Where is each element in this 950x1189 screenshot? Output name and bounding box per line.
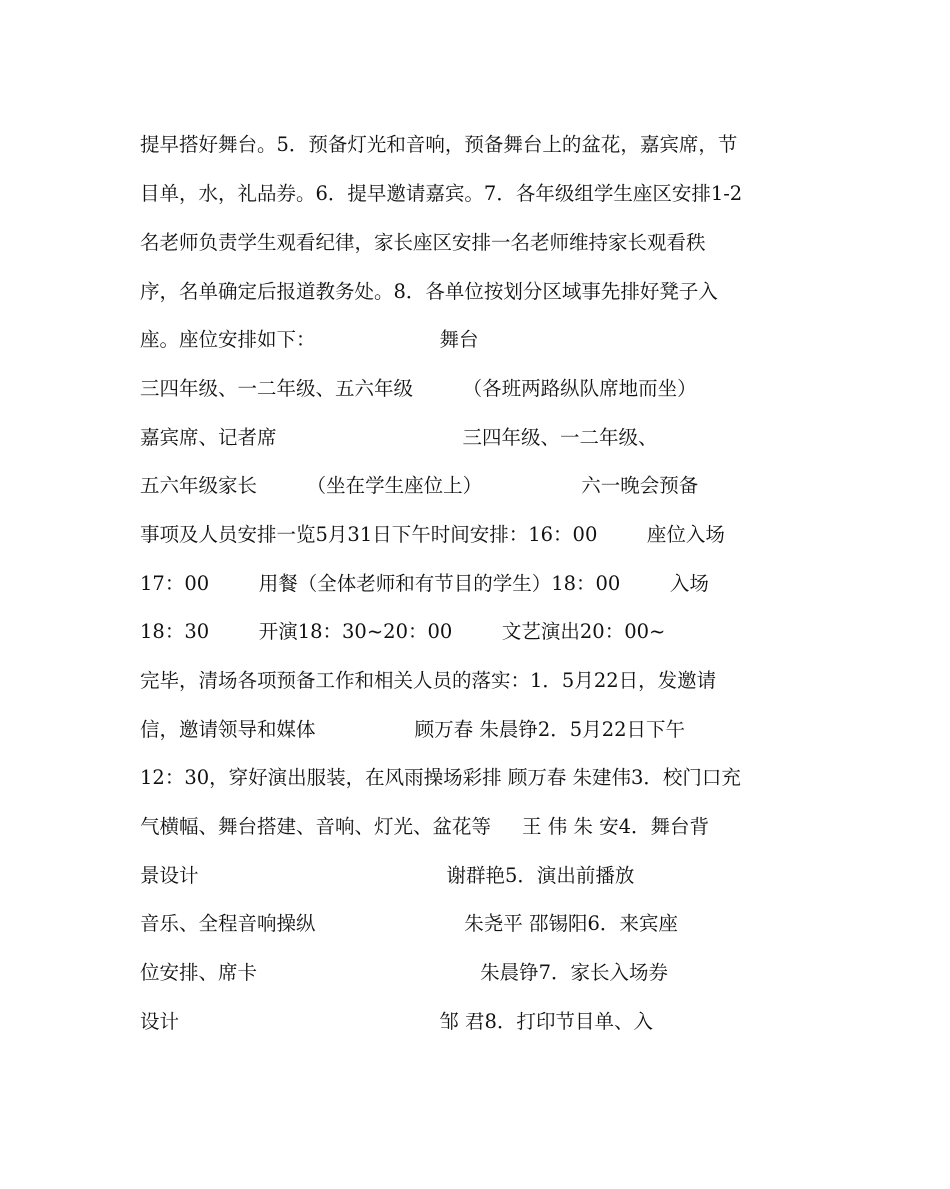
text-line: 嘉宾席、记者席 三四年级、一二年级、 (140, 426, 658, 449)
text-line: 提早搭好舞台。5．预备灯光和音响，预备舞台上的盆花，嘉宾席，节 (140, 133, 738, 156)
text-line: 18：30 开演18：30~20：00 文艺演出20：00~ (140, 620, 666, 643)
text-line: 景设计 谢群艳5．演出前播放 (140, 864, 635, 887)
text-line: 目单，水，礼品券。6．提早邀请嘉宾。7．各年级组学生座区安排1-2 (140, 182, 743, 205)
text-line: 17：00 用餐（全体老师和有节目的学生）18：00 入场 (140, 572, 709, 595)
text-line: 名老师负责学生观看纪律，家长座区安排一名老师维持家长观看秩 (140, 231, 706, 254)
text-line: 音乐、全程音响操纵 朱尧平 邵锡阳6．来宾座 (140, 912, 678, 935)
text-line: 位安排、席卡 朱晨铮7．家长入场券 (140, 961, 669, 984)
text-line: 12：30，穿好演出服装，在风雨操场彩排 顾万春 朱建伟3．校门口充 (140, 766, 741, 789)
text-line: 完毕，清场各项预备工作和相关人员的落实：1．5月22日，发邀请 (140, 669, 717, 692)
text-line: 事项及人员安排一览5月31日下午时间安排：16：00 座位入场 (140, 523, 725, 546)
text-line: 座。座位安排如下： 舞台 (140, 328, 479, 351)
text-line: 信，邀请领导和媒体 顾万春 朱晨铮2．5月22日下午 (140, 718, 686, 741)
text-line: 三四年级、一二年级、五六年级 （各班两路纵队席地而坐） (140, 377, 697, 400)
text-line: 气横幅、舞台搭建、音响、灯光、盆花等 王 伟 朱 安4．舞台背 (140, 815, 709, 838)
text-line: 设计 邹 君8．打印节目单、入 (140, 1010, 653, 1033)
text-line: 序，名单确定后报道教务处。8．各单位按划分区域事先排好凳子入 (140, 280, 718, 303)
text-line: 五六年级家长 （坐在学生座位上） 六一晚会预备 (140, 474, 699, 497)
